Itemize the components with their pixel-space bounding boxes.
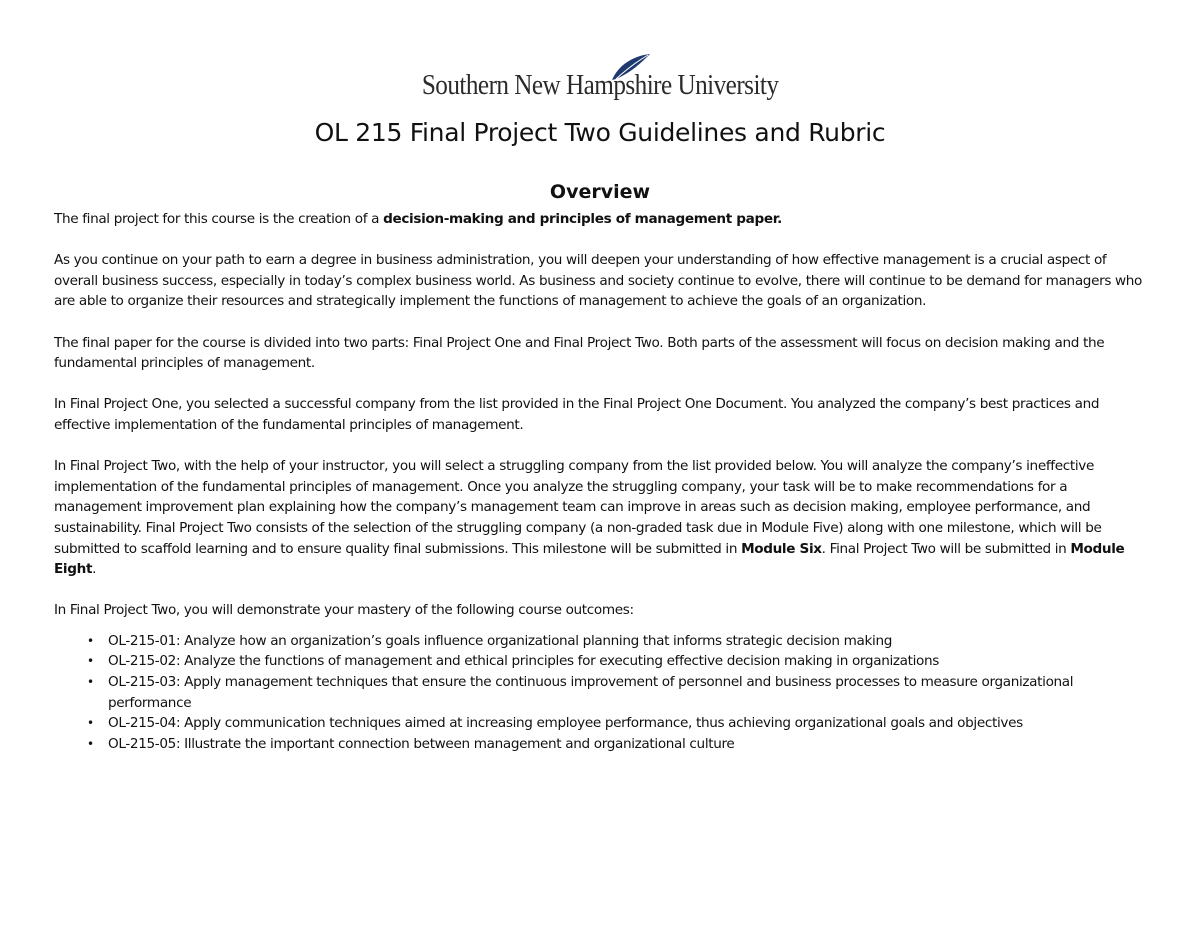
- outcome-code: OL-215-01:: [108, 632, 181, 649]
- p4-text-3: .: [92, 561, 97, 578]
- intro-paragraph: [54, 209, 1148, 230]
- outcome-item: [54, 631, 1148, 652]
- p4-text-2: . Final Project Two will be submitted in: [821, 540, 1071, 557]
- intro-text: The final project for this course is the creation of a: [54, 211, 384, 227]
- logo-text: Southern New Hampshire University: [421, 70, 779, 101]
- outcome-text: Illustrate the important connection between management and organizational culture: [180, 735, 735, 752]
- bullet-icon: •: [87, 716, 94, 731]
- paragraph-1: As you continue on your path to earn a degree in business administration, you will deepen your understanding of how effective management is a crucial aspect of overall business success, especially in today’s complex business world. As business and society continue to evolve, there will continue to be demand for managers who are able to organize their resources and strategically implement the functions of management to achieve the goals of an organization.: [54, 252, 1143, 310]
- bullet-icon: •: [87, 654, 94, 669]
- document-body: [54, 209, 1148, 752]
- paragraph-3: In Final Project One, you selected a successful company from the list provided in the Final Project One Document. You analyzed the company’s best practices and effective implementation of the fundamental principles of management.: [54, 396, 1100, 433]
- outcome-item: [54, 651, 1148, 672]
- bullet-icon: •: [87, 736, 94, 751]
- outcome-text: Analyze the functions of management and ethical principles for executing effective decision making in organizations: [180, 653, 940, 670]
- paragraph-5: In Final Project Two, you will demonstrate your mastery of the following course outcomes:: [54, 602, 634, 619]
- outcome-item: [54, 734, 1148, 755]
- outcome-text: Apply management techniques that ensure the continuous improvement of personnel and business processes to measure organizational performance: [108, 674, 1074, 711]
- university-logo: [0, 52, 1200, 102]
- bullet-icon: •: [87, 675, 94, 690]
- overview-heading: Overview: [549, 181, 651, 203]
- outcomes-list: [54, 631, 1148, 755]
- outcome-code: OL-215-02:: [108, 653, 181, 670]
- paragraph-2: The final paper for the course is divided into two parts: Final Project One and Final Project Two. Both parts of the assessment will focus on decision making and the fundamental principles of management.: [54, 334, 1105, 372]
- page-title: OL 215 Final Project Two Guidelines and Rubric: [314, 118, 886, 147]
- outcome-item: [54, 672, 1148, 713]
- p4-bold-module-six: Module Six: [741, 540, 822, 557]
- p4-bold-module-eight: Module Eight: [54, 540, 1125, 578]
- logo-wrap: [402, 52, 798, 102]
- outcome-code: OL-215-03:: [108, 674, 181, 691]
- intro-bold-text: decision-making and principles of management paper.: [383, 211, 782, 227]
- outcome-text: Analyze how an organization’s goals influence organizational planning that informs strategic decision making: [180, 632, 893, 649]
- outcome-text: Apply communication techniques aimed at increasing employee performance, thus achieving organizational goals and objectives: [180, 715, 1023, 732]
- bullet-icon: •: [87, 633, 94, 648]
- p4-text-1: In Final Project Two, with the help of your instructor, you will select a struggling company from the list provided below. You will analyze the company’s ineffective implementation of the fundamental principles of management. Once you analyze the struggling company, your task will be to make recommendations for a management improvement plan explaining how the company’s management team can improve in areas such as decision making, employee performance, and sustainability. Final Project Two consists of the selection of the struggling company (a non-graded task due in Module Five) along with one milestone, which will be submitted to scaffold learning and to ensure quality final submissions. This milestone will be submitted in: [54, 458, 1102, 557]
- outcome-item: [54, 713, 1148, 734]
- paragraph-4: [54, 456, 1148, 580]
- outcome-code: OL-215-04:: [108, 715, 181, 732]
- outcome-code: OL-215-05:: [108, 735, 181, 752]
